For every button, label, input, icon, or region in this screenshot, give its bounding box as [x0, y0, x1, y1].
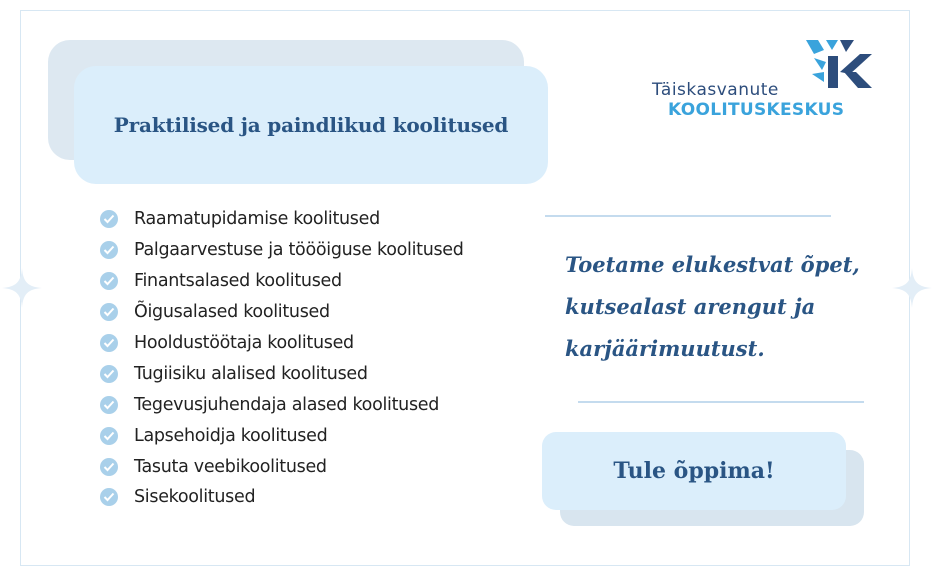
tagline-line: Toetame elukestvat õpet,	[565, 252, 860, 277]
page-title: Praktilised ja paindlikud koolitused	[113, 113, 509, 137]
list-item	[100, 389, 464, 420]
list-item-label: Finantsalased koolitused	[134, 271, 342, 292]
check-icon	[100, 241, 118, 259]
list-item-label: Sisekoolitused	[134, 487, 256, 508]
list-item	[100, 297, 464, 328]
tagline	[565, 244, 885, 370]
list-item-label: Tugiisiku alalised koolitused	[134, 363, 368, 384]
check-icon	[100, 272, 118, 290]
sparkle-icon	[0, 266, 44, 310]
list-item	[100, 266, 464, 297]
list-item-label: Raamatupidamise koolitused	[134, 209, 380, 230]
list-item-label: Palgaarvestuse ja töööiguse koolitused	[134, 240, 464, 261]
check-icon	[100, 365, 118, 383]
check-icon	[100, 303, 118, 321]
check-icon	[100, 396, 118, 414]
logo-text-line2: KOOLITUSKESKUS	[668, 100, 845, 120]
list-item	[100, 358, 464, 389]
title-card	[74, 66, 548, 184]
list-item	[100, 451, 464, 482]
list-item-label: Tegevusjuhendaja alased koolitused	[134, 394, 440, 415]
divider	[578, 401, 864, 403]
divider	[545, 215, 831, 217]
check-icon	[100, 488, 118, 506]
list-item	[100, 328, 464, 359]
tagline-line: kutsealast arengut ja	[565, 294, 816, 319]
logo-text-line1: Täiskasvanute	[652, 80, 779, 100]
logo-mark-icon	[804, 36, 874, 90]
list-item-label: Hooldustöötaja koolitused	[134, 333, 354, 353]
check-icon	[100, 334, 118, 352]
list-item-label: Õigusalased koolitused	[134, 302, 330, 323]
cta-button-label: Tule õppima!	[613, 458, 775, 484]
check-icon	[100, 458, 118, 476]
check-icon	[100, 427, 118, 445]
sparkle-icon	[890, 266, 934, 310]
list-item	[100, 420, 464, 451]
tagline-line: karjäärimuutust.	[565, 336, 765, 361]
list-item	[100, 204, 464, 235]
course-list	[100, 204, 464, 513]
list-item	[100, 482, 464, 513]
list-item-label: Tasuta veebikoolitused	[134, 456, 327, 477]
list-item-label: Lapsehoidja koolitused	[134, 425, 328, 446]
list-item	[100, 235, 464, 266]
check-icon	[100, 210, 118, 228]
logo	[640, 36, 880, 126]
cta-button[interactable]	[542, 432, 846, 510]
